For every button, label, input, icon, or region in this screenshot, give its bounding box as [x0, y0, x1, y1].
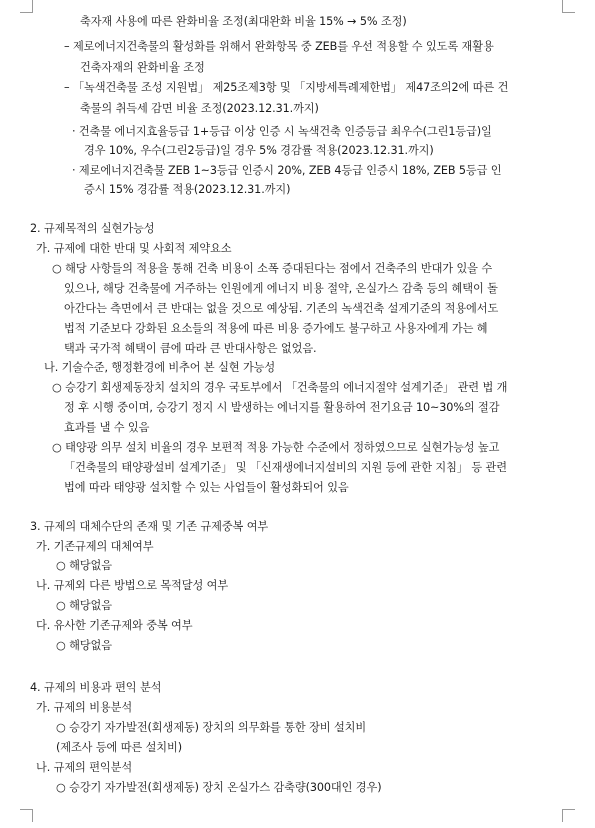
text-line: 경우 10%, 우수(그린2등급)일 경우 5% 경감률 적용(2023.12.31.까지) — [84, 144, 434, 157]
text-line: ○ 해당없음 — [56, 599, 112, 612]
subsection-heading: 가. 규제의 비용분석 — [36, 701, 133, 714]
text-line: 아간다는 측면에서 큰 반대는 없을 것으로 예상됨. 기존의 녹색건축 설계기준의 적용에서도 — [64, 302, 499, 315]
text-line: 법적 기준보다 강화된 요소들의 적용에 따른 비용 증가에도 불구하고 사용자에게 가는 혜 — [64, 322, 488, 335]
text-line: 축물의 취득세 감면 비율 조정(2023.12.31.까지) — [80, 102, 319, 115]
text-line: ○ 해당없음 — [56, 639, 112, 652]
text-line: 법에 따라 태양광 설치할 수 있는 사업들이 활성화되어 있음 — [64, 481, 349, 494]
text-line: 증시 15% 경감률 적용(2023.12.31.까지) — [84, 183, 291, 196]
text-line: 있으나, 해당 건축물에 거주하는 인원에게 에너지 비용 절약, 온실가스 감축 등의 혜택이 돌 — [64, 282, 498, 295]
text-line: 「건축물의 태양광설비 설계기준」 및 「신재생에너지설비의 지원 등에 관한 지침」 등 관련 — [64, 461, 507, 474]
text-line: 정 후 시행 중이며, 승강기 정지 시 발생하는 에너지를 활용하여 전기요금 10~30%의 절감 — [64, 401, 500, 414]
crop-mark-top-right — [562, 0, 575, 13]
text-line: ○ 해당 사항들의 적용을 통해 건축 비용이 소폭 증대된다는 점에서 건축주의 반대가 있을 수 — [52, 262, 493, 275]
text-line: 택과 국가적 혜택이 큼에 따라 큰 반대사항은 없었음. — [64, 342, 317, 355]
subsection-heading: 나. 기술수준, 행정환경에 비추어 본 실현 가능성 — [44, 361, 276, 374]
text-line: 건축자재의 완화비율 조정 — [80, 61, 205, 74]
section-heading: 2. 규제목적의 실현가능성 — [30, 222, 155, 235]
text-line: ○ 승강기 자가발전(회생제동) 장치 온실가스 감축량(300대인 경우) — [56, 781, 382, 794]
text-line: ○ 승강기 회생제동장치 설치의 경우 국토부에서 「건축물의 에너지절약 설계기준」 관련 법 개 — [52, 381, 508, 394]
text-line: 효과를 낼 수 있음 — [64, 421, 150, 434]
crop-mark-bottom-left — [20, 809, 33, 822]
subsection-heading: 나. 규제외 다른 방법으로 목적달성 여부 — [36, 579, 229, 592]
crop-mark-top-left — [20, 0, 33, 13]
text-line: · 제로에너지건축물 ZEB 1~3등급 인증시 20%, ZEB 4등급 인증시 18%, ZEB 5등급 인 — [72, 164, 502, 177]
subsection-heading: 다. 유사한 기존규제와 중복 여부 — [36, 619, 193, 632]
text-line: (제조사 등에 따른 설치비) — [56, 741, 182, 754]
text-line: – 제로에너지건축물의 활성화를 위해서 완화항목 중 ZEB를 우선 적용할 수 있도록 재활용 — [64, 40, 494, 53]
text-line: · 건축물 에너지효율등급 1+등급 이상 인증 시 녹색건축 인증등급 최우수(그린1등급)일 — [72, 125, 492, 138]
section-heading: 3. 규제의 대체수단의 존재 및 기존 규제중복 여부 — [30, 520, 269, 533]
text-line: ○ 해당없음 — [56, 559, 112, 572]
section-heading: 4. 규제의 비용과 편익 분석 — [30, 681, 162, 694]
text-line: – 「녹색건축물 조성 지원법」 제25조제3항 및 「지방세특례제한법」 제47조의2에 따른 건 — [64, 81, 509, 94]
subsection-heading: 가. 규제에 대한 반대 및 사회적 제약요소 — [36, 242, 232, 255]
subsection-heading: 나. 규제의 편익분석 — [36, 761, 133, 774]
subsection-heading: 가. 기존규제의 대체여부 — [36, 540, 154, 553]
text-line: ○ 태양광 의무 설치 비율의 경우 보편적 적용 가능한 수준에서 정하였으므로 실현가능성 높고 — [52, 441, 500, 454]
text-line: ○ 승강기 자가발전(회생제동) 장치의 의무화를 통한 장비 설치비 — [56, 721, 367, 734]
crop-mark-bottom-right — [562, 809, 575, 822]
text-line: 축자재 사용에 따른 완화비율 조정(최대완화 비율 15% → 5% 조정) — [80, 15, 407, 28]
